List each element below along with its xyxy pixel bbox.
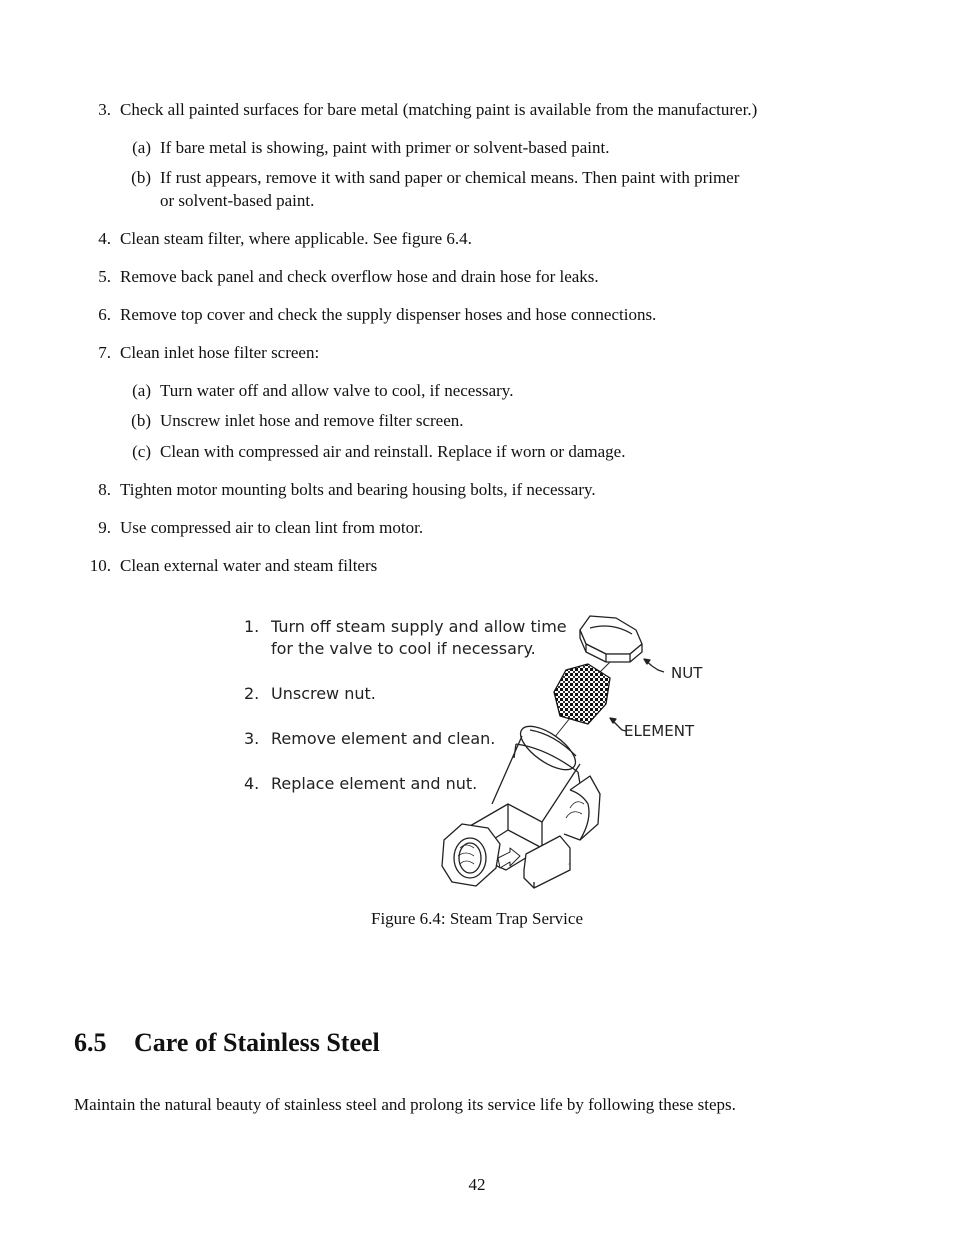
figure-step-number: 2. [244, 684, 260, 703]
list-item-text: Check all painted surfaces for bare metal (matching paint is available from the manufacturer.) [120, 100, 758, 119]
figure-step-text-continued: for the valve to cool if necessary. [271, 639, 536, 658]
list-number: 5. [98, 267, 111, 286]
sublist-item-text: Clean with compressed air and reinstall. Replace if worn or damage. [160, 442, 626, 461]
section-title: Care of Stainless Steel [134, 1028, 380, 1057]
list-item-text: Remove back panel and check overflow hose and drain hose for leaks. [120, 267, 599, 286]
sublist-number: (c) [132, 442, 151, 461]
sublist-item-text: Unscrew inlet hose and remove filter screen. [160, 411, 464, 430]
list-number: 8. [98, 480, 111, 499]
list-number: 7. [98, 343, 111, 362]
figure-step-number: 4. [244, 774, 260, 793]
sublist-item-text: Turn water off and allow valve to cool, if necessary. [160, 381, 514, 400]
figure-step-text: Turn off steam supply and allow time [271, 617, 567, 636]
sublist-number: (a) [132, 381, 151, 400]
list-item-text: Clean external water and steam filters [120, 556, 378, 575]
sublist-item-text: If rust appears, remove it with sand paper or chemical means. Then paint with primer [160, 168, 740, 187]
list-item-text: Clean steam filter, where applicable. See figure 6.4. [120, 229, 472, 248]
figure-step-number: 1. [244, 617, 260, 636]
sublist-number: (b) [131, 411, 151, 430]
sublist-number: (b) [131, 168, 151, 187]
figure-caption: Figure 6.4: Steam Trap Service [370, 909, 583, 928]
list-item-text: Clean inlet hose filter screen: [120, 343, 320, 362]
list-item-text: Remove top cover and check the supply dispenser hoses and hose connections. [120, 305, 657, 324]
section-intro-paragraph: Maintain the natural beauty of stainless steel and prolong its service life by following these steps. [74, 1095, 736, 1114]
section-heading [74, 1028, 380, 1058]
list-item-text: Use compressed air to clean lint from motor. [120, 518, 424, 537]
sublist-number: (a) [132, 138, 151, 157]
list-number: 9. [98, 518, 111, 537]
nut-label: NUT [671, 664, 703, 682]
section-number: 6.5 [74, 1028, 107, 1057]
figure-step-number: 3. [244, 729, 260, 748]
figure-step-text: Remove element and clean. [271, 729, 496, 748]
sublist-item-text-continued: or solvent-based paint. [160, 191, 315, 210]
sublist-item-text: If bare metal is showing, paint with primer or solvent-based paint. [160, 138, 610, 157]
valve-body [442, 718, 600, 888]
figure-step-text: Unscrew nut. [271, 684, 376, 703]
element-part [554, 664, 610, 724]
list-number: 10. [89, 556, 111, 575]
list-number: 4. [98, 229, 111, 248]
page-number: 42 [468, 1175, 486, 1194]
figure-step-text: Replace element and nut. [271, 774, 478, 793]
list-number: 3. [98, 100, 111, 119]
element-label: ELEMENT [624, 722, 695, 740]
steam-trap-illustration [430, 608, 720, 903]
nut-part [580, 616, 642, 662]
list-item-text: Tighten motor mounting bolts and bearing housing bolts, if necessary. [120, 480, 596, 499]
list-number: 6. [98, 305, 111, 324]
